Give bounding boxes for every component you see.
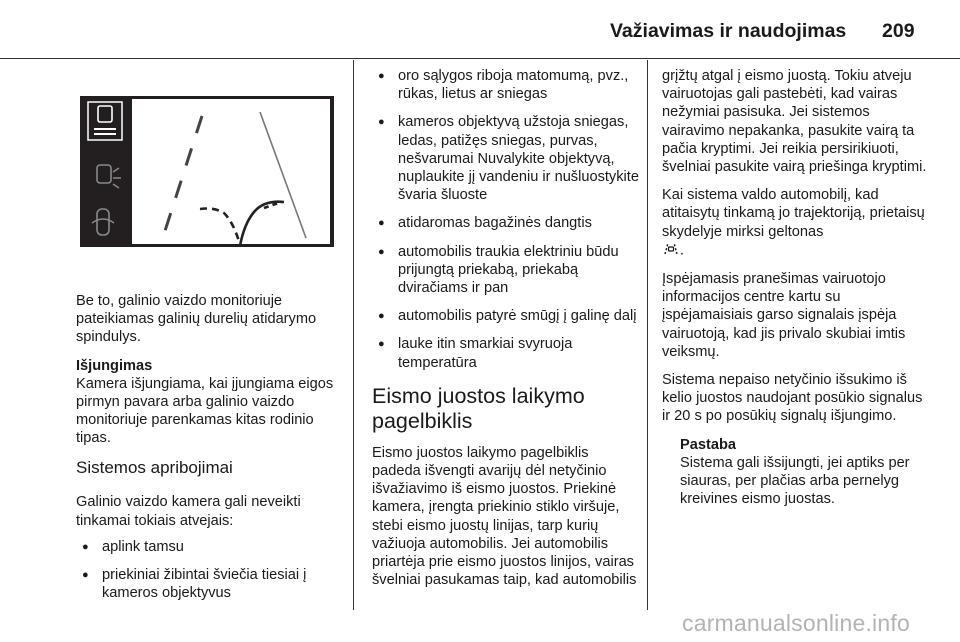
column-divider-2 [647,60,648,610]
lane-keep-warning-icon [662,241,680,260]
header-rule [0,58,960,59]
off-paragraph: Kamera išjungiama, kai įjungiama eigos pirmyn pavara arba galinio vaizdo monitoriuje parenkamas kitas rodinio tipas. [76,375,334,447]
note-text: Sistema gali išsijungti, jei aptiks per siauras, per plačias arba pernelyg kreivines eismo juostas. [680,454,910,508]
list-item: ● automobilis traukia elektriniu būdu prijungtą priekabą, priekabą dviračiams ir pan [372,243,640,298]
column-2 [372,67,640,599]
page-number: 209 [882,20,915,42]
intro-paragraph: Be to, galinio vaizdo monitoriuje pateikiamas galinių durelių atidarymo spindulys. [76,293,317,346]
conditions-bullet-list [372,67,640,372]
list-item: ● atidaromas bagažinės dangtis [372,214,640,232]
page-header-title: Važiavimas ir naudojimas [610,20,847,42]
section-heading-limits: Sistemos apribojimai [76,458,233,478]
list-item: ● automobilis patyrė smūgį į galinę dalį [372,307,640,325]
section-heading-lane-keep: Eismo juostos laikymo pagelbiklis [372,383,585,433]
warning-paragraph: Įspėjamasis pranešimas vairuotojo informacijos centre kartu su įspėjamaisiais garso signalais įspėja vairuotoją, kad jis privalo skubiai imtis veiksmų. [662,271,906,360]
section-heading-off: Išjungimas [76,357,153,374]
rear-camera-illustration [80,96,334,247]
list-item: ● oro sąlygos riboja matomumą, pvz., rūkas, lietus ar sniegas [372,67,640,103]
list-item: ● lauke itin smarkiai svyruoja temperatūra [372,335,640,371]
indicator-paragraph [662,186,932,260]
column-divider-1 [353,60,354,610]
limits-bullet-list [76,538,344,603]
column-3 [662,67,932,508]
list-item: ● kameros objektyvą užstoja sniegas, ledas, patižęs sniegas, purvas, nešvarumai Nuvalykite objektyvą, nuplaukite jį vandeniu ir nušluostykite švaria šluoste [372,113,640,204]
note-title: Pastaba [680,436,736,453]
limits-paragraph: Galinio vaizdo kamera gali neveikti tinkamai tokiais atvejais: [76,494,301,529]
note-box [662,436,932,509]
watermark: carmanualsonline.info [682,610,910,636]
indicator-period: . [680,242,685,259]
list-item: ● aplink tamsu [76,538,344,556]
turn-signal-paragraph: Sistema nepaiso netyčinio išsukimo iš kelio juostos naudojant posūkio signalus ir 20 s po posūkių signalų išjungimo. [662,372,923,425]
continuation-paragraph: grįžtų atgal į eismo juostą. Tokiu atveju vairuotojas gali pastebėti, kad vairas nežymiai pasisuka. Jei sistemos vairavimo nepakanka, pasukite vairą ta pačia kryptimi. Jei reikia persirikiuoti, švelniai pasukite vairą priešinga kryptimi. [662,68,927,176]
lane-keep-paragraph: Eismo juostos laikymo pagelbiklis padeda išvengti avarijų dėl netyčinio išvažiavimo iš eismo juostos. Priekinė kamera, įrengta priekinio stiklo viršuje, stebi eismo juostų linijas, tarp kurių važiuoja automobilis. Jei automobilis priartėja prie eismo juostos linijos, vairas švelniai pasukamas taip, kad automobilis [372,444,637,589]
column-1 [76,292,344,612]
rear-camera-view-graphic [80,96,334,247]
list-item: ● priekiniai žibintai šviečia tiesiai į kameros objektyvus [76,566,344,602]
indicator-text: Kai sistema valdo automobilį, kad atitaisytų tinkamą jo trajektoriją, prietaisų skydelyje mirksi geltonas [662,187,925,240]
